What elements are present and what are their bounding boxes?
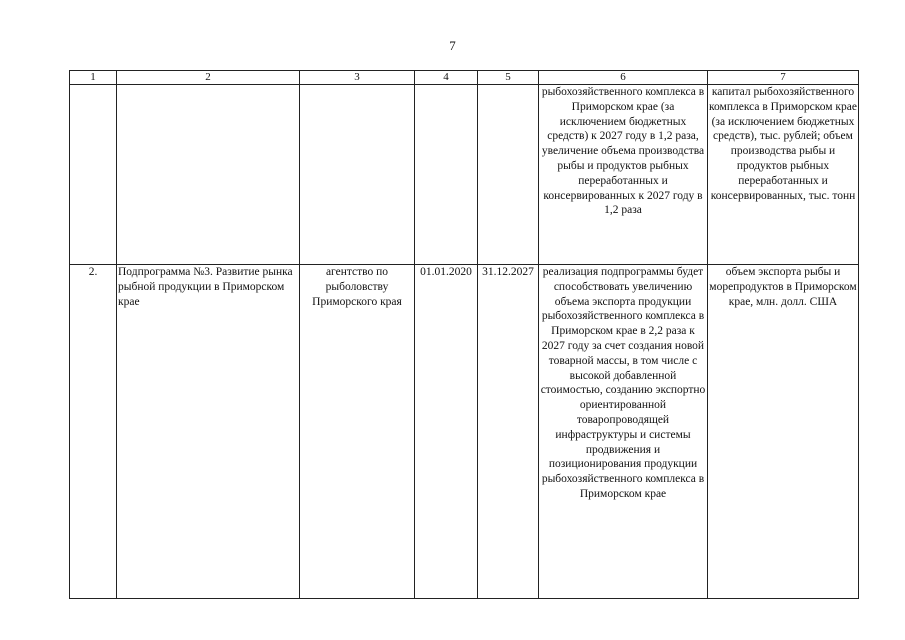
start-date: 01.01.2020 bbox=[415, 265, 478, 599]
column-number-row bbox=[70, 71, 859, 85]
table-row bbox=[70, 85, 859, 265]
expected-result: рыбохозяйственного комплекса в Приморском крае (за исключением бюджетных средств) к 2027 году в 1,2 раза, увеличение объема производства рыбы и продуктов рыбных переработанных и консервированных к 2027 году в 1,2 раза bbox=[539, 85, 708, 265]
indicator: объем экспорта рыбы и морепродуктов в Приморском крае, млн. долл. США bbox=[708, 265, 859, 599]
column-number: 2 bbox=[117, 71, 300, 85]
subprogram-name bbox=[117, 85, 300, 265]
end-date: 31.12.2027 bbox=[478, 265, 539, 599]
end-date bbox=[478, 85, 539, 265]
row-number: 2. bbox=[70, 265, 117, 599]
column-number: 5 bbox=[478, 71, 539, 85]
start-date bbox=[415, 85, 478, 265]
indicator: капитал рыбохозяйственного комплекса в Приморском крае (за исключением бюджетных средств), тыс. рублей; объем производства рыбы и продуктов рыбных переработанных и консервированных, тыс. тонн bbox=[708, 85, 859, 265]
program-table bbox=[69, 70, 859, 599]
column-number: 4 bbox=[415, 71, 478, 85]
column-number: 3 bbox=[300, 71, 415, 85]
column-number: 1 bbox=[70, 71, 117, 85]
column-number: 7 bbox=[708, 71, 859, 85]
page-number: 7 bbox=[449, 38, 456, 53]
executor: агентство по рыболовству Приморского края bbox=[300, 265, 415, 599]
column-number: 6 bbox=[539, 71, 708, 85]
executor bbox=[300, 85, 415, 265]
table-row bbox=[70, 265, 859, 599]
subprogram-name: Подпрограмма №3. Развитие рынка рыбной продукции в Приморском крае bbox=[117, 265, 300, 599]
row-number bbox=[70, 85, 117, 265]
expected-result: реализация подпрограммы будет способствовать увеличению объема экспорта продукции рыбохозяйственного комплекса в Приморском крае в 2,2 раза к 2027 году за счет создания новой товарной массы, в том числе с высокой добавленной стоимостью, созданию экспортно ориентированной товаропроводящей инфраструктуры и системы продвижения и позиционирования продукции рыбохозяйственного комплекса в Приморском крае bbox=[539, 265, 708, 599]
